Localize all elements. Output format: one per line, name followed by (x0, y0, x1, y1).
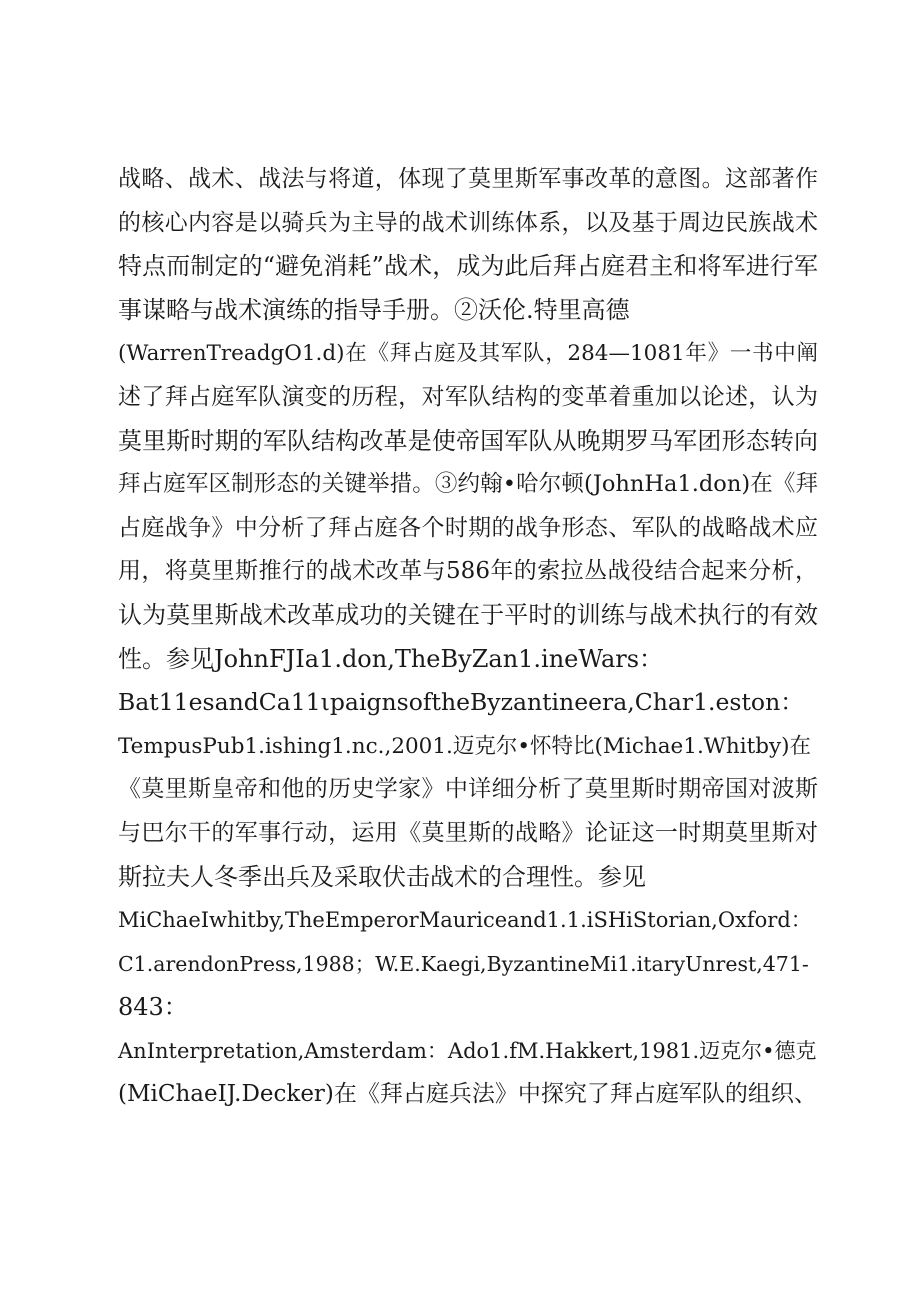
text-line: 特点而制定的“避免消耗”战术，成为此后拜占庭君主和将军进行军 (118, 252, 818, 281)
text-line: 斯拉夫人冬季出兵及采取伏击战术的合理性。参见 (118, 862, 646, 891)
text-line: (WarrenTreadgO1.d)在《拜占庭及其军队，284—1081年》一书中阐 (118, 341, 818, 367)
text-line: MiChaeIwhitby,TheEmperorMauriceand1.1.iSHiStorian,Oxford： (118, 908, 812, 933)
text-line: 拜占庭军区制形态的关键举措。③约翰•哈尔顿(JohnHa1.don)在《拜 (118, 471, 818, 498)
text-line: 事谋略与战术演练的指导手册。②沃伦.特里高德 (118, 295, 630, 324)
text-line: 《莫里斯皇帝和他的历史学家》中详细分析了莫里斯时期帝国对波斯 (118, 776, 818, 803)
text-line: 的核心内容是以骑兵为主导的战术训练体系，以及基于周边民族战术 (118, 209, 818, 236)
body-text (118, 158, 818, 1117)
text-line: 战略、战术、战法与将道，体现了莫里斯军事改革的意图。这部著作 (118, 166, 818, 192)
text-line: 莫里斯时期的军队结构改革是使帝国军队从晚期罗马军团形态转向 (118, 426, 818, 455)
text-line: 述了拜占庭军队演变的历程，对军队结构的变革着重加以论述，认为 (118, 383, 818, 410)
text-line: 认为莫里斯战术改革成功的关键在于平时的训练与战术执行的有效 (118, 600, 818, 629)
text-line: 与巴尔干的军事行动，运用《莫里斯的战略》论证这一时期莫里斯对 (118, 819, 818, 846)
text-line: TempusPub1.ishing1.nc.,2001.迈克尔•怀特比(Michae1.Whitby)在 (118, 733, 812, 759)
text-line: 用，将莫里斯推行的战术改革与586年的索拉丛战役结合起来分析， (118, 558, 818, 585)
text-line: 性。参见JohnFJIa1.don,TheByZan1.ineWars： (118, 644, 664, 673)
text-line: Bat11esandCa11ιpaignsoftheByzantineera,Char1.eston： (118, 688, 804, 717)
text-line: 占庭战争》中分析了拜占庭各个时期的战争形态、军队的战略战术应 (118, 514, 818, 541)
text-line: AnInterpretation,Amsterdam：Ado1.fM.Hakkert,1981.迈克尔•德克 (118, 1038, 817, 1063)
text-line: 843： (118, 993, 188, 1022)
text-line: C1.arendonPress,1988；W.E.Kaegi,ByzantineMi1.itaryUnrest,471- (118, 951, 809, 976)
text-line: (MiChaeIJ.Decker)在《拜占庭兵法》中探究了拜占庭军队的组织、 (118, 1081, 817, 1108)
